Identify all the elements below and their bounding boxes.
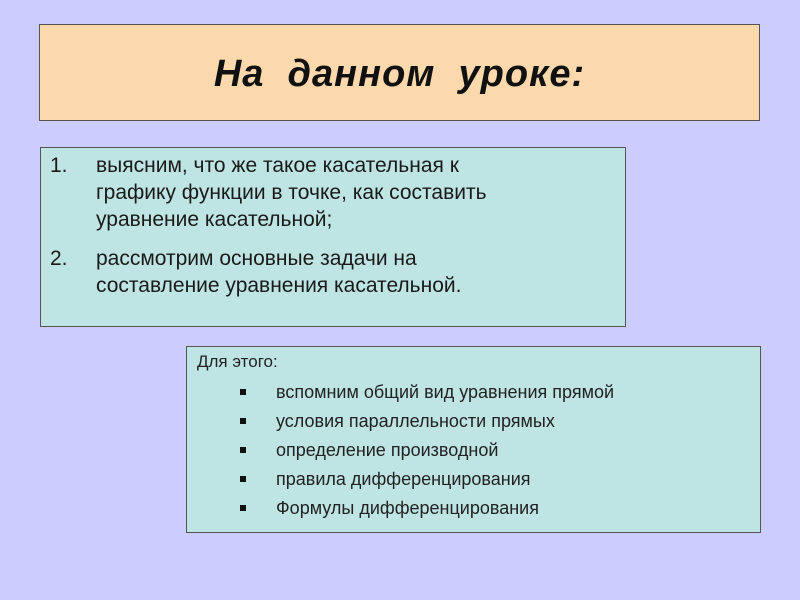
square-bullet-icon bbox=[240, 418, 246, 424]
prerequisites-box bbox=[186, 346, 761, 533]
list-item-label: условия параллельности прямых bbox=[276, 411, 555, 431]
goal-line: рассмотрим основные задачи на bbox=[96, 247, 417, 270]
goal-line: графику функции в точке, как составить bbox=[96, 181, 487, 204]
square-bullet-icon bbox=[240, 389, 246, 395]
list-item-label: правила дифференцирования bbox=[276, 469, 531, 489]
goal-line: выясним, что же такое касательная к bbox=[96, 154, 459, 177]
square-bullet-icon bbox=[240, 476, 246, 482]
square-bullet-icon bbox=[240, 447, 246, 453]
prerequisites-heading: Для этого: bbox=[197, 352, 278, 371]
list-item-label: определение производной bbox=[276, 440, 499, 460]
list-item-label: вспомним общий вид уравнения прямой bbox=[276, 382, 615, 402]
goal-line: уравнение касательной; bbox=[96, 208, 333, 231]
slide-title: На данном уроке: bbox=[213, 53, 586, 95]
lesson-goals-box bbox=[40, 147, 626, 327]
goal-number: 2. bbox=[50, 247, 68, 270]
goal-text bbox=[96, 152, 621, 233]
list-item-label: Формулы дифференцирования bbox=[276, 498, 539, 518]
goal-number: 1. bbox=[50, 154, 68, 177]
square-bullet-icon bbox=[240, 505, 246, 511]
title-box bbox=[39, 24, 760, 121]
goal-text bbox=[96, 245, 621, 299]
goal-line: составление уравнения касательной. bbox=[96, 274, 462, 297]
